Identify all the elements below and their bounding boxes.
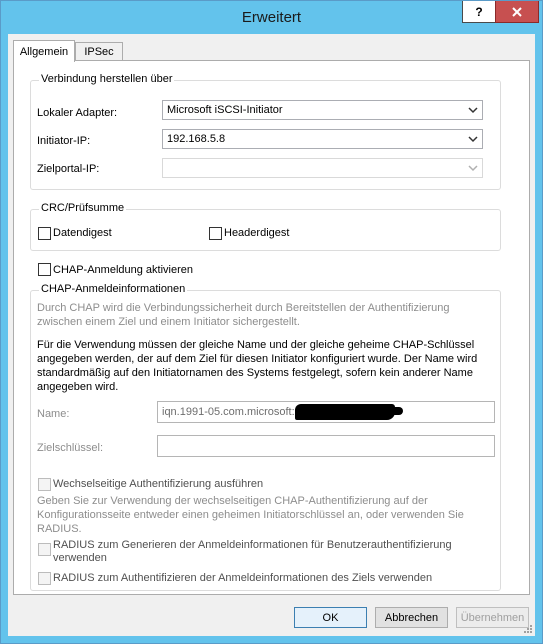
redaction-mark <box>353 407 403 415</box>
local-adapter-label: Lokaler Adapter: <box>37 107 118 119</box>
radius-target-auth-label: RADIUS zum Authentifizieren der Anmeldeinformationen des Ziels verwenden <box>53 572 433 584</box>
target-portal-ip-label: Zielportal-IP: <box>37 163 100 175</box>
button-label: OK <box>322 611 339 624</box>
close-button[interactable] <box>495 1 539 23</box>
chap-instructions: Für die Verwendung müssen der gleiche Name und der gleiche geheime CHAP-Schlüssel angegeben werden, der auf dem Ziel für diesen Initiator konfiguriert wurde. Der Name wird standardmäßig auf den Initiatornamen des Systems festgelegt, sofern kein anderer Name angegeben wird. <box>37 339 478 393</box>
data-digest-label: Datendigest <box>53 227 112 239</box>
target-secret-input[interactable] <box>157 435 495 457</box>
chap-enable-checkbox[interactable] <box>38 263 51 276</box>
chap-description: Durch CHAP wird die Verbindungssicherheit durch Bereitstellen der Authentifizierung zwischen einem Ziel und einem Initiator sichergestellt. <box>37 302 450 328</box>
local-adapter-select[interactable] <box>162 100 483 120</box>
tab-label: IPSec <box>84 46 114 58</box>
name-label: Name: <box>37 408 70 420</box>
crc-group <box>30 202 501 251</box>
tab-ipsec[interactable] <box>75 42 123 61</box>
button-label: Übernehmen <box>460 611 525 624</box>
chevron-down-icon <box>468 104 478 116</box>
tab-allgemein[interactable] <box>13 40 75 62</box>
mutual-auth-checkbox[interactable] <box>38 478 51 491</box>
mutual-auth-label: Wechselseitige Authentifizierung ausführen <box>53 478 264 490</box>
data-digest-checkbox[interactable] <box>38 227 51 240</box>
dialog-client-area <box>8 34 535 636</box>
chevron-down-icon <box>468 162 478 174</box>
connection-group <box>30 73 501 190</box>
apply-button[interactable] <box>456 607 529 628</box>
resize-grip-icon[interactable] <box>523 624 533 634</box>
group-title: Verbindung herstellen über <box>41 73 173 85</box>
ok-button[interactable] <box>294 607 367 628</box>
target-secret-label: Zielschlüssel: <box>37 442 104 454</box>
select-value: Microsoft iSCSI-Initiator <box>167 104 283 116</box>
title-bar[interactable] <box>1 1 542 34</box>
radius-target-auth-checkbox[interactable] <box>38 572 51 585</box>
button-label: Abbrechen <box>384 611 439 624</box>
target-portal-ip-select[interactable] <box>162 158 483 178</box>
tab-panel-allgemein <box>13 60 530 595</box>
header-digest-label: Headerdigest <box>224 227 290 239</box>
initiator-ip-select[interactable] <box>162 129 483 149</box>
radius-user-auth-label: RADIUS zum Generieren der Anmeldeinformationen für Benutzerauthentifizierung verwenden <box>53 539 452 564</box>
group-title: CRC/Prüfsumme <box>41 202 125 214</box>
name-input[interactable] <box>157 401 495 423</box>
cancel-button[interactable] <box>375 607 448 628</box>
mutual-auth-description: Geben Sie zur Verwendung der wechselseitigen CHAP-Authentifizierung auf der Konfigurationsseite entweder einen geheimen Initiatorschlüssel an, oder verwenden Sie RADIUS. <box>37 495 464 535</box>
header-digest-checkbox[interactable] <box>209 227 222 240</box>
close-icon <box>511 6 523 18</box>
chap-group <box>30 283 501 591</box>
select-value: 192.168.5.8 <box>167 133 226 145</box>
input-value: iqn.1991-05.com.microsoft: <box>162 406 295 418</box>
window-title: Erweitert <box>241 9 302 26</box>
tab-label: Allgemein <box>19 45 69 58</box>
initiator-ip-label: Initiator-IP: <box>37 135 91 147</box>
help-button[interactable]: ? <box>462 1 496 23</box>
group-title: CHAP-Anmeldeinformationen <box>41 283 186 295</box>
radius-user-auth-checkbox[interactable] <box>38 543 51 556</box>
chap-enable-label: CHAP-Anmeldung aktivieren <box>53 264 194 276</box>
chevron-down-icon <box>468 133 478 145</box>
